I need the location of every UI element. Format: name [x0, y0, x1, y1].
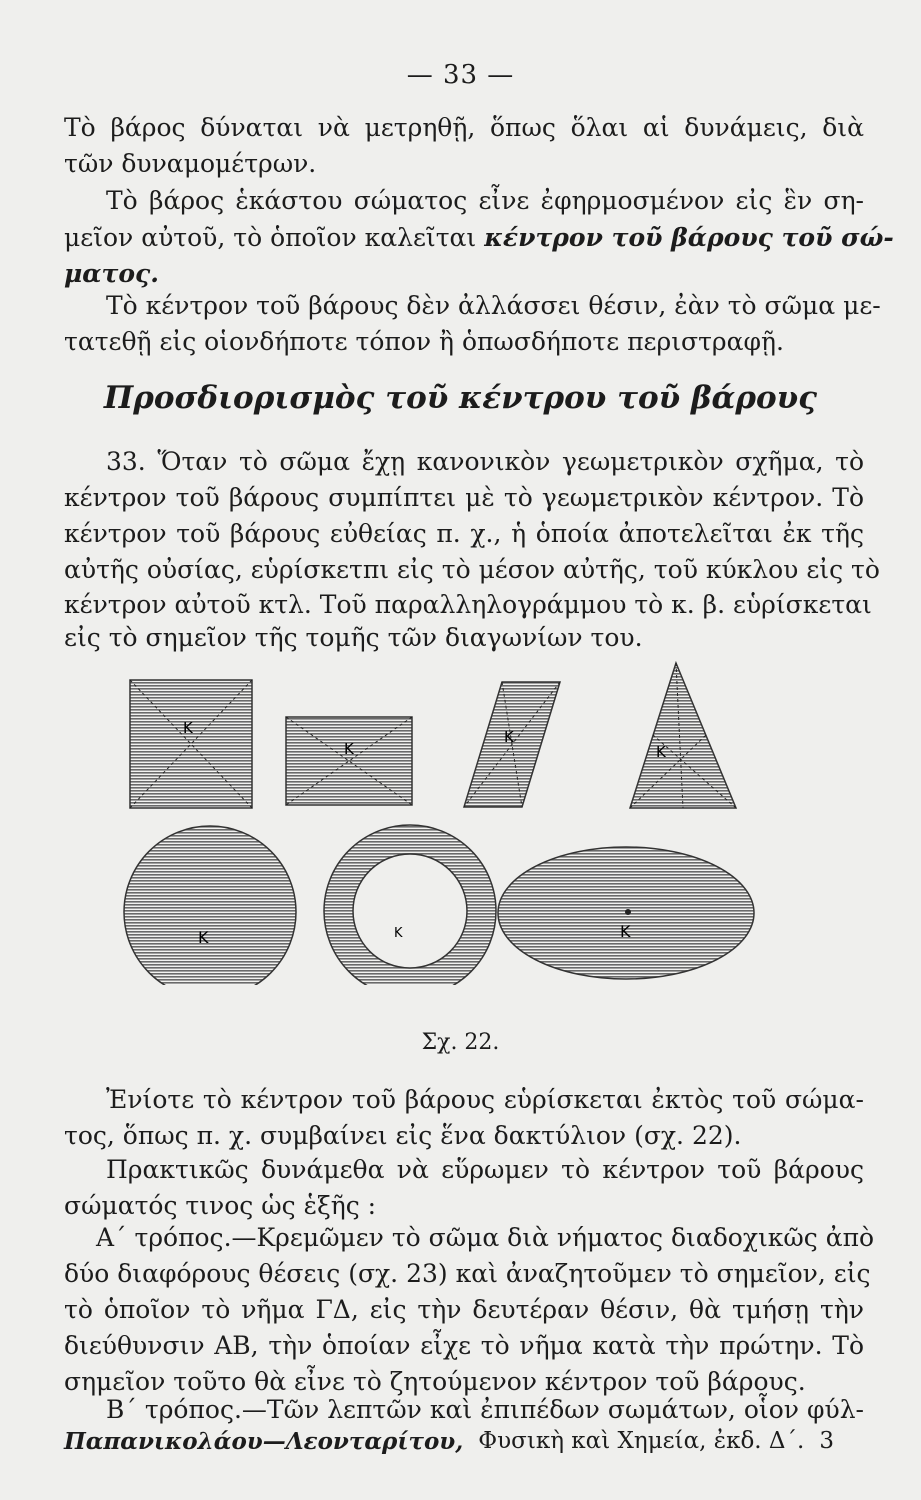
para4-line5: κέντρον αὐτοῦ κτλ. Τοῦ παραλληλογράμμου τὸ κ. β. εὑρίσκεται — [64, 590, 872, 619]
para2-line2 — [64, 222, 894, 254]
rectangle-shape — [286, 717, 412, 805]
circle-center-label: K — [198, 928, 209, 947]
ellipse-center-label: K — [620, 922, 631, 941]
para5-line2: τος, ὅπως π. χ. συμβαίνει εἰς ἕνα δακτύλιον (σχ. 22). — [64, 1121, 742, 1150]
para1-line2: τῶν δυναμομέτρων. — [64, 149, 317, 178]
section-heading: Προσδιορισμὸς τοῦ κέντρου τοῦ βάρους — [103, 380, 818, 416]
para4-line3: κέντρον τοῦ βάρους εὐθείας π. χ., ἡ ὁποία ἀποτελεῖται ἐκ τῆς — [64, 519, 864, 548]
figure-22-shapes — [110, 655, 830, 985]
para6-line2: σώματός τινος ὡς ἑξῆς : — [64, 1191, 377, 1220]
ring-figure — [324, 825, 496, 985]
square-figure — [130, 680, 252, 808]
para2-line2-text: μεῖον αὐτοῦ, τὸ ὁποῖον καλεῖται — [64, 223, 485, 252]
para7-line4: διεύθυνσιν ΑΒ, τὴν ὁποίαν εἶχε τὸ νῆμα κατὰ τὴν πρώτην. Τὸ — [64, 1331, 864, 1360]
page-number: — 33 — — [406, 60, 515, 90]
ellipse-center-point — [625, 909, 631, 915]
para7-line2: δύο διαφόρους θέσεις (σχ. 23) καὶ ἀναζητοῦμεν τὸ σημεῖον, εἰς — [64, 1259, 871, 1288]
para4-line6: εἰς τὸ σημεῖον τῆς τομῆς τῶν διαγωνίων του. — [64, 623, 643, 652]
rectangle-center-label: K — [344, 740, 354, 758]
para8-line1: Β΄ τρόπος.—Τῶν λεπτῶν καὶ ἐπιπέδων σωμάτων, οἷον φύλ- — [106, 1395, 864, 1424]
triangle-shape — [630, 663, 736, 808]
para6-line1: Πρακτικῶς δυνάμεθα νὰ εὕρωμεν τὸ κέντρον τοῦ βάρους — [106, 1155, 864, 1184]
parallelogram-figure — [464, 682, 560, 807]
footer-signature-mark: 3 — [819, 1428, 834, 1454]
term-center-of-gravity: κέντρον τοῦ βάρους τοῦ σώ- — [484, 223, 894, 252]
para4-line4: αὐτῆς οὐσίας, εὑρίσκετπι εἰς τὸ μέσον αὐτῆς, τοῦ κύκλου εἰς τὸ — [64, 555, 880, 584]
page-footer — [64, 1428, 834, 1455]
para5-line1: Ἐνίοτε τὸ κέντρον τοῦ βάρους εὑρίσκεται ἐκτὸς τοῦ σώμα- — [106, 1085, 864, 1114]
ring-center-label: K — [394, 926, 403, 941]
para7-line1: Α΄ τρόπος.—Κρεμῶμεν τὸ σῶμα διὰ νήματος διαδοχικῶς ἀπὸ — [96, 1223, 875, 1252]
para1-line1: Τὸ βάρος δύναται νὰ μετρηθῇ, ὅπως ὅλαι αἱ δυνάμεις, διὰ — [64, 113, 864, 142]
ring-shape — [324, 825, 496, 985]
square-center-label: K — [183, 719, 193, 737]
parallelogram-center-label: K — [504, 728, 514, 746]
triangle-center-label: K — [656, 743, 666, 761]
circle-figure — [124, 826, 296, 985]
para2-line3: ματος. — [64, 259, 159, 288]
circle-shape — [124, 826, 296, 985]
footer-authors: Παπανικολάου—Λεονταρίτου, — [64, 1428, 464, 1455]
figure-caption: Σχ. 22. — [421, 1030, 500, 1055]
para7-line5: σημεῖον τοῦτο θὰ εἶνε τὸ ζητούμενον κέντρον τοῦ βάρους. — [64, 1367, 806, 1396]
para4-line2: κέντρον τοῦ βάρους συμπίπτει μὲ τὸ γεωμετρικὸν κέντρον. Τὸ — [64, 483, 864, 512]
para3-line2: τατεθῇ εἰς οἱονδήποτε τόπον ἢ ὁπωσδήποτε περιστραφῇ. — [64, 327, 784, 356]
triangle-figure — [630, 663, 736, 808]
para7-line3: τὸ ὁποῖον τὸ νῆμα ΓΔ, εἰς τὴν δευτέραν θέσιν, θὰ τμήσῃ τὴν — [64, 1295, 864, 1324]
para3-line1: Τὸ κέντρον τοῦ βάρους δὲν ἀλλάσσει θέσιν, ἐὰν τὸ σῶμα με- — [106, 291, 881, 320]
ellipse-figure — [498, 847, 754, 979]
para2-line1: Τὸ βάρος ἑκάστου σώματος εἶνε ἐφηρμοσμένον εἰς ἓν ση- — [106, 186, 864, 215]
rectangle-figure — [286, 717, 412, 805]
footer-book-title: Φυσικὴ καὶ Χημεία, ἐκδ. Δ΄. — [478, 1428, 805, 1454]
para4-line1: 33. Ὅταν τὸ σῶμα ἔχῃ κανονικὸν γεωμετρικὸν σχῆμα, τὸ — [106, 447, 864, 476]
